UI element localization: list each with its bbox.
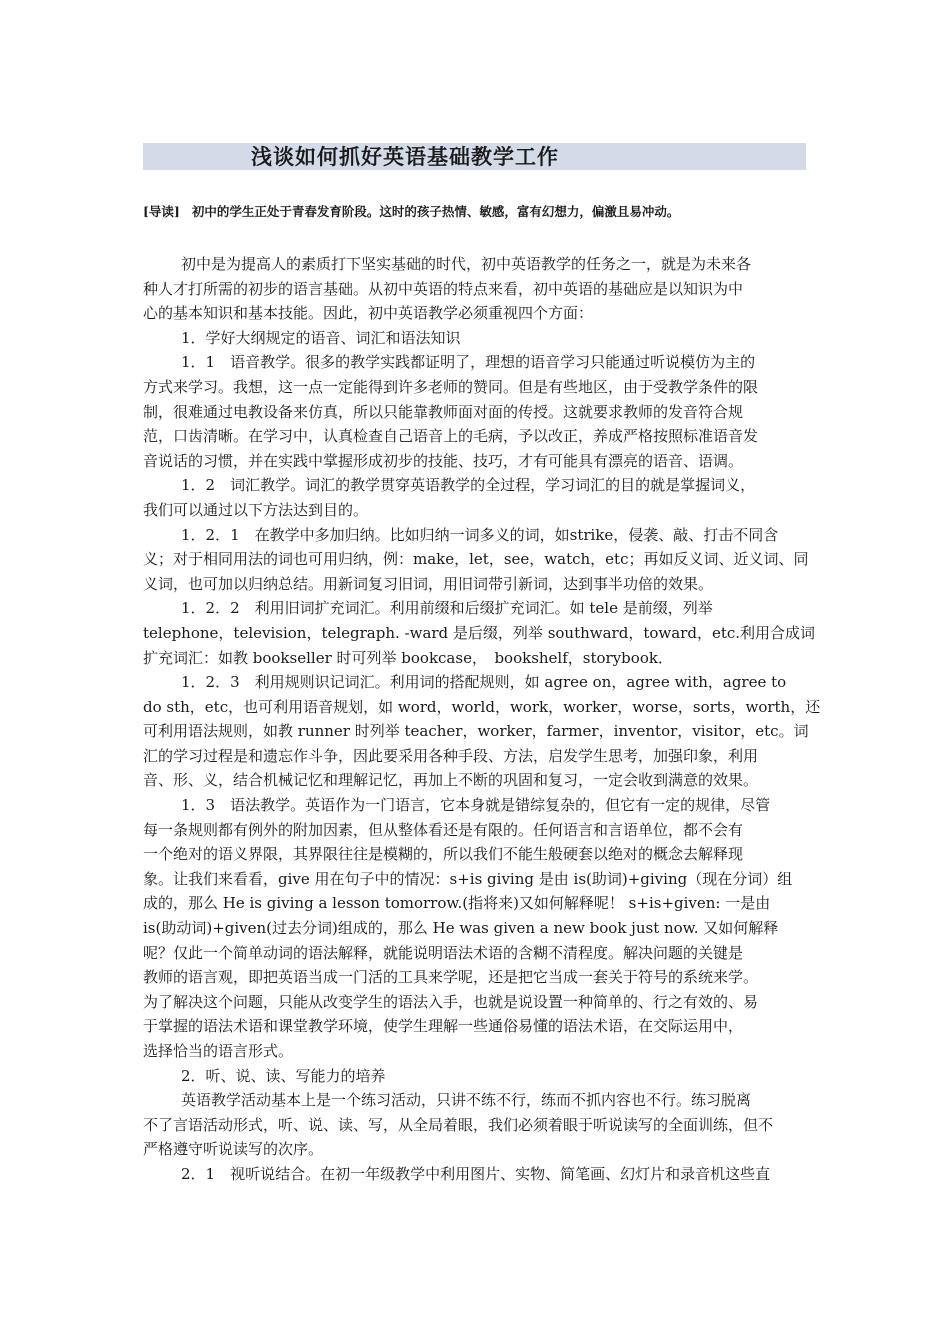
lead-paragraph xyxy=(143,202,823,222)
body-text xyxy=(143,252,821,1187)
text-line: 不了言语活动形式，听、说、读、写，从全局着眼，我们必须着眼于听说读写的全面训练，但不 xyxy=(143,1115,774,1134)
document-title: 浅谈如何抓好英语基础教学工作 xyxy=(251,144,559,169)
text-line: do sth，etc，也可利用语音规划，如 word，world，work，worker，worse，sorts，worth，还 xyxy=(143,697,821,716)
text-line: 1．3 语法教学。英语作为一门语言，它本身就是错综复杂的，但它有一定的规律，尽管 xyxy=(181,796,771,815)
text-line: 扩充词汇：如教 bookseller 时可列举 bookcase， bookshelf，storybook． xyxy=(143,648,673,667)
text-line: 制，很难通过电教设备来仿真，所以只能靠教师面对面的传授。这就要求教师的发音符合规 xyxy=(143,402,744,421)
text-line: 英语教学活动基本上是一个练习活动，只讲不练不行，练而不抓内容也不行。练习脱离 xyxy=(181,1091,752,1110)
text-line: 1．2．2 利用旧词扩充词汇。利用前缀和后缀扩充词汇。如 tele 是前缀，列举 xyxy=(181,599,713,618)
text-line: 成的，那么 He is giving a lesson tomorrow.(指将来)又如何解释呢！ s+is+given: 一是由 xyxy=(143,894,771,913)
text-line: 一个绝对的语义界限，其界限往往是模糊的，所以我们不能生般硬套以绝对的概念去解释现 xyxy=(143,845,744,864)
text-line: 音、形、义，结合机械记忆和理解记忆，再加上不断的巩固和复习，一定会收到满意的效果。 xyxy=(143,771,759,790)
text-line: 为了解决这个问题，只能从改变学生的语法入手，也就是说设置一种简单的、行之有效的、易 xyxy=(143,992,759,1011)
text-line: 每一条规则都有例外的附加因素，但从整体看还是有限的。任何语言和言语单位，都不会有 xyxy=(143,820,744,839)
lead-text: 初中的学生正处于青春发育阶段。这时的孩子热情、敏感，富有幻想力，偏激且易冲动。 xyxy=(191,204,680,219)
text-line: 可利用语法规则，如教 runner 时列举 teacher，worker，farmer，inventor，visitor，etc。词 xyxy=(143,722,809,741)
lead-tag: [导读] xyxy=(143,204,180,219)
text-line: 1．2 词汇教学。词汇的教学贯穿英语教学的全过程，学习词汇的目的就是掌握词义， xyxy=(181,476,756,495)
text-line: 方式来学习。我想，这一点一定能得到许多老师的赞同。但是有些地区，由于受教学条件的限 xyxy=(143,377,759,396)
text-line: 汇的学习过程是和遗忘作斗争，因此要采用各种手段、方法，启发学生思考，加强印象，利用 xyxy=(143,746,759,765)
text-line: 1．学好大纲规定的语音、词汇和语法知识 xyxy=(181,328,461,347)
text-line: 义；对于相同用法的词也可用归纳，例：make，let，see，watch，etc；再如反义词、近义词、同 xyxy=(143,550,809,569)
text-line: 1．2．1 在教学中多加归纳。比如归纳一词多义的词，如strike，侵袭、敲、打击不同含 xyxy=(181,525,779,544)
text-line: 教师的语言观，即把英语当成一门活的工具来学呢，还是把它当成一套关于符号的系统来学。 xyxy=(143,968,759,987)
text-line: 2．1 视听说结合。在初一年级教学中利用图片、实物、简笔画、幻灯片和录音机这些直 xyxy=(181,1164,771,1183)
text-line: 1．2．3 利用规则识记词汇。利用词的搭配规则，如 agree on，agree with，agree to xyxy=(181,673,787,692)
text-line: 呢？仅此一个简单动词的语法解释，就能说明语法术语的含糊不清程度。解决问题的关键是 xyxy=(143,943,744,962)
text-line: 1．1 语音教学。很多的教学实践都证明了，理想的语音学习只能通过听说模仿为主的 xyxy=(181,353,756,372)
text-line: 象。让我们来看看，give 用在句子中的情况：s+is giving 是由 is(助词)+giving（现在分词）组 xyxy=(143,869,793,888)
title-banner xyxy=(143,143,806,170)
text-line: 于掌握的语法术语和课堂教学环境，使学生理解一些通俗易懂的语法术语，在交际运用中， xyxy=(143,1017,744,1036)
text-line: 种人才打所需的初步的语言基础。从初中英语的特点来看，初中英语的基础应是以知识为中 xyxy=(143,279,744,298)
text-line: 义词，也可加以归纳总结。用新词复习旧词，用旧词带引新词，达到事半功倍的效果。 xyxy=(143,574,714,593)
text-line: 初中是为提高人的素质打下坚实基础的时代，初中英语教学的任务之一，就是为未来各 xyxy=(181,255,752,273)
text-line: telephone，television，telegraph. -ward 是后缀，列举 southward，toward，etc.利用合成词 xyxy=(143,623,816,642)
text-line: 严格遵守听说读写的次序。 xyxy=(143,1140,324,1159)
text-line: 选择恰当的语言形式。 xyxy=(143,1042,294,1060)
text-line: is(助动词)+given(过去分词)组成的，那么 He was given a new book just now. 又如何解释 xyxy=(143,919,779,938)
text-line: 2．听、说、读、写能力的培养 xyxy=(181,1066,386,1085)
text-line: 音说话的习惯，并在实践中掌握形成初步的技能、技巧，才有可能具有漂亮的语音、语调。 xyxy=(143,451,744,470)
text-line: 心的基本知识和基本技能。因此，初中英语教学必须重视四个方面： xyxy=(143,304,594,323)
text-line: 我们可以通过以下方法达到目的。 xyxy=(143,500,369,519)
text-line: 范，口齿清晰。在学习中，认真检查自己语音上的毛病，予以改正，养成严格按照标准语音发 xyxy=(143,427,759,446)
